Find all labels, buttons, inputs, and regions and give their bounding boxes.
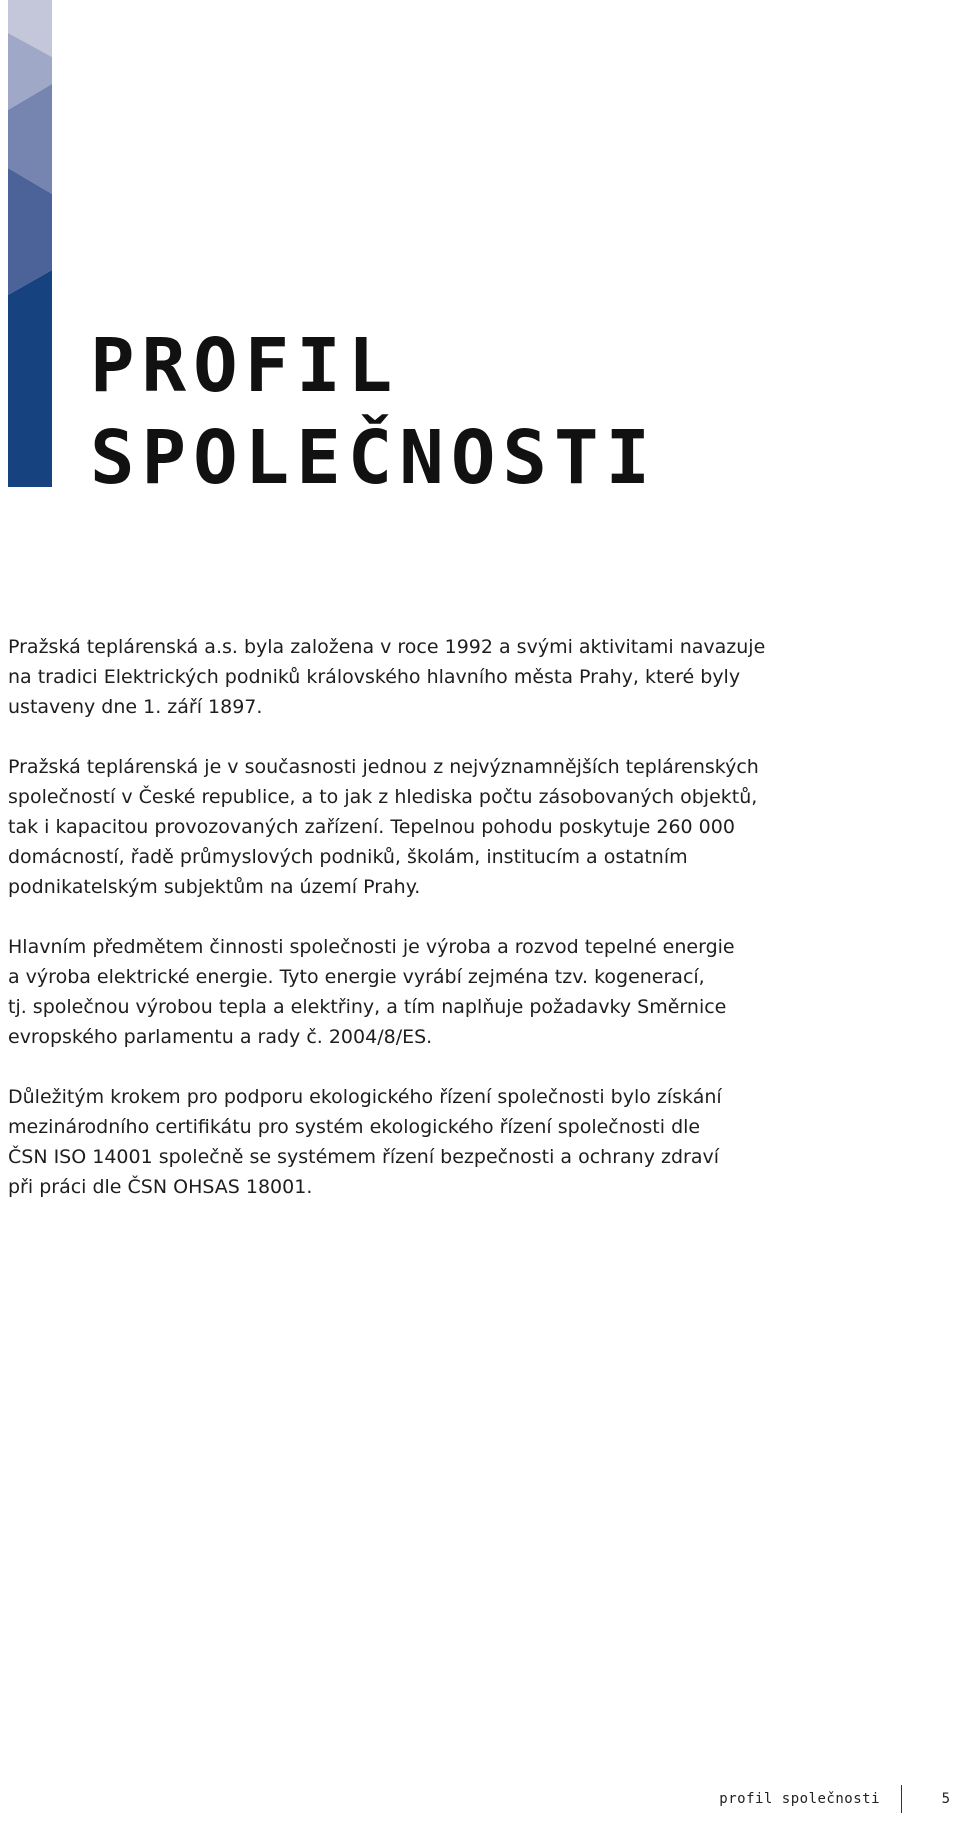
- decorative-accent-bar: [8, 0, 52, 487]
- footer-divider: [901, 1785, 902, 1813]
- text-line: Pražská teplárenská je v současnosti jednou z nejvýznamnějších teplárenských: [8, 756, 759, 778]
- text-line: mezinárodního certifikátu pro systém ekologického řízení společnosti dle: [8, 1116, 701, 1138]
- footer-section-label: profil společnosti: [719, 1791, 880, 1807]
- text-line: Pražská teplárenská a.s. byla založena v roce 1992 a svými aktivitami navazuje: [8, 636, 766, 658]
- page-title-line-1: PROFIL: [90, 323, 400, 409]
- text-line: Důležitým krokem pro podporu ekologického řízení společnosti bylo získání: [8, 1086, 722, 1108]
- body-text: [8, 632, 768, 1232]
- text-line: a výroba elektrické energie. Tyto energie vyrábí zejména tzv. kogenerací,: [8, 966, 705, 988]
- text-line: domácností, řadě průmyslových podniků, školám, institucím a ostatním: [8, 846, 688, 868]
- accent-band-5: [8, 270, 52, 487]
- page-title-line-2: SPOLEČNOSTI: [90, 415, 658, 501]
- text-line: Hlavním předmětem činnosti společnosti je výroba a rozvod tepelné energie: [8, 936, 735, 958]
- text-line: tj. společnou výrobou tepla a elektřiny, a tím naplňuje požadavky Směrnice: [8, 996, 727, 1018]
- page-footer: [0, 1765, 960, 1825]
- text-line: společností v České republice, a to jak z hlediska počtu zásobovaných objektů,: [8, 786, 758, 808]
- paragraph-certification: [8, 1082, 768, 1202]
- page-number: 5: [941, 1791, 950, 1807]
- page-title: [90, 320, 657, 504]
- paragraph-position: [8, 752, 768, 902]
- text-line: ustaveny dne 1. září 1897.: [8, 696, 263, 718]
- paragraph-activity: [8, 932, 768, 1052]
- text-line: při práci dle ČSN OHSAS 18001.: [8, 1176, 313, 1198]
- text-line: evropského parlamentu a rady č. 2004/8/ES.: [8, 1026, 433, 1048]
- text-line: ČSN ISO 14001 společně se systémem řízení bezpečnosti a ochrany zdraví: [8, 1146, 719, 1168]
- text-line: podnikatelským subjektům na území Prahy.: [8, 876, 421, 898]
- paragraph-founding: [8, 632, 768, 722]
- text-line: na tradici Elektrických podniků královského hlavního města Prahy, které byly: [8, 666, 741, 688]
- text-line: tak i kapacitou provozovaných zařízení. Tepelnou pohodu poskytuje 260 000: [8, 816, 735, 838]
